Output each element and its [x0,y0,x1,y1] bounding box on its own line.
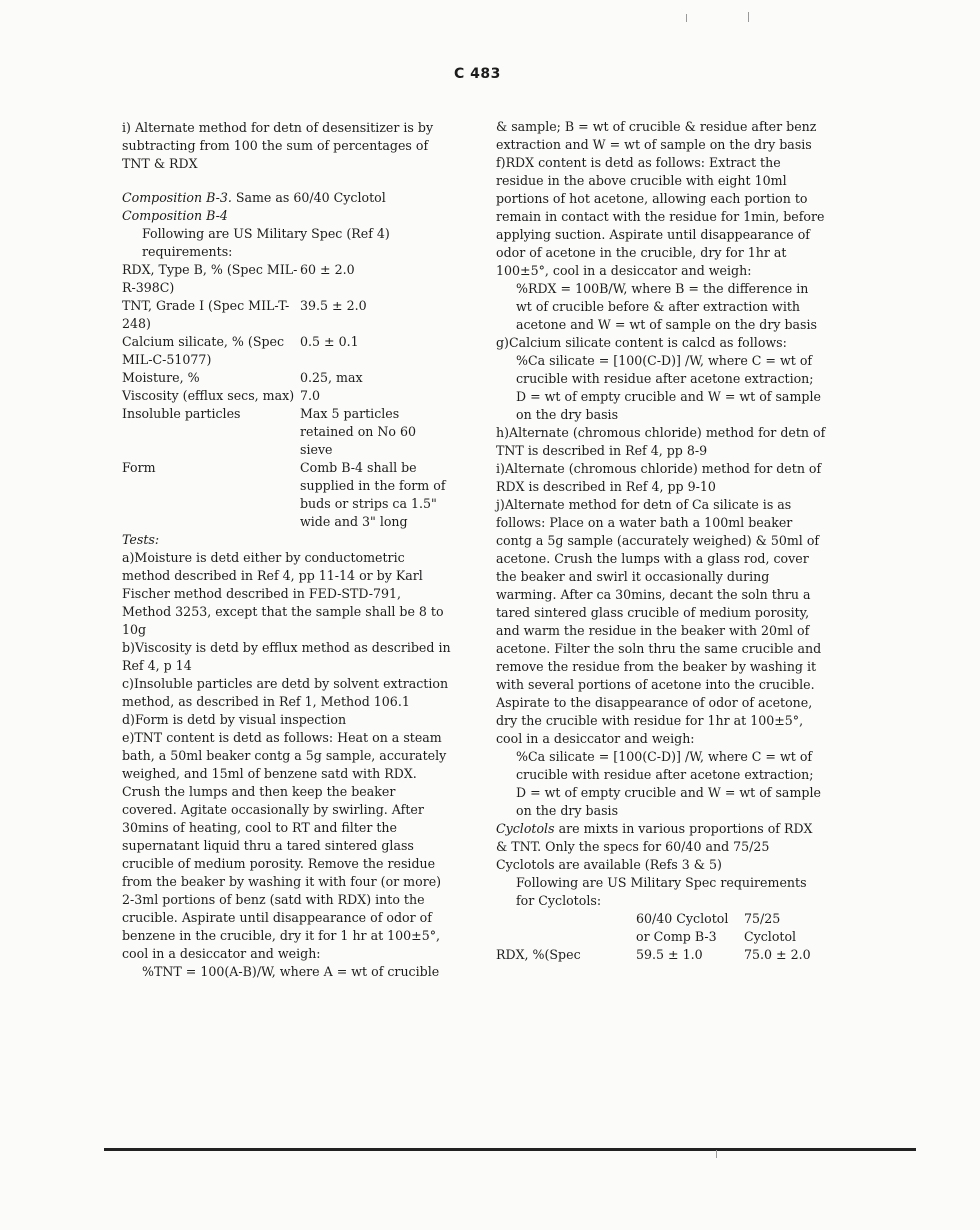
spec-value: 7.0 [300,388,321,403]
footer-rule [104,1148,916,1151]
test-e-continued: & sample; B = wt of crucible & residue after benz extraction and W = wt of sample on the dry basis [496,119,817,152]
composition-b3-label: Composition B-3. [122,190,232,205]
spec-row [122,261,452,297]
tests-heading [122,531,452,549]
formula-ca-silicate-alt: %Ca silicate = [100(C-D)] /W, where C = wt of crucible with residue after acetone extraction; D = wt of empty crucible and W = wt of sample on the dry basis [516,749,821,818]
test-j: j)Alternate method for detn of Ca silicate is as follows: Place on a water bath a 100ml beaker contg a 5g sample (accurately weighed) & 50ml of acetone. Crush the lumps with a glass rod, cover the beaker and swirl it occasionally during warming. After ca 30mins, decant the soln thru a tared sintered glass crucible of medium porosity, and warm the residue in the beaker with 20ml of acetone. Filter the soln thru the same crucible and remove the residue from the beaker by washing it with several portions of acetone into the crucible. Aspirate to the disappearance of odor of acetone, dry the crucible with residue for 1hr at 100±5°, cool in a desiccator and weigh: [496,497,822,746]
spec-name: RDX, Type B, % (Spec MIL-R-398C) [122,262,298,295]
cyclotol-spec-table [496,910,826,964]
formula-ca-silicate: %Ca silicate = [100(C-D)] /W, where C = wt of crucible with residue after acetone extraction; D = wt of empty crucible and W = wt of sample on the dry basis [516,353,821,422]
cyclotol-row-value-75-25: 75.0 ± 2.0 [744,947,811,962]
spec-value: 39.5 ± 2.0 [300,298,367,313]
composition-b3 [122,189,452,207]
cyclotol-header-row [496,910,826,946]
spec-row [122,387,452,405]
cyclotol-row-value-60-40: 59.5 ± 1.0 [636,947,703,962]
test-g: g)Calcium silicate content is calcd as follows: [496,335,787,350]
spec-name: Moisture, % [122,370,200,385]
cyclotol-col-60-40: 60/40 Cyclotol or Comp B-3 [636,911,729,944]
test-d: d)Form is detd by visual inspection [122,712,347,727]
scan-mark [686,14,687,22]
spec-value: 0.5 ± 0.1 [300,334,359,349]
spec-row [122,333,452,369]
test-b: b)Viscosity is detd by efflux method as described in Ref 4, p 14 [122,640,451,673]
spec-row [122,459,452,531]
scan-mark [748,12,749,22]
cyclotols-paragraph [496,820,826,874]
test-a: a)Moisture is detd either by conductometric method described in Ref 4, pp 11-14 or by Karl Fischer method described in FED-STD-791, Method 3253, except that the sample shall be 8 to 10g [122,550,444,637]
cyclotols-text: are mixts in various proportions of RDX & TNT. Only the specs for 60/40 and 75/25 Cyclotols are available (Refs 3 & 5) [496,821,813,872]
formula-tnt: %TNT = 100(A-B)/W, where A = wt of crucible [142,964,440,979]
left-column [122,119,452,981]
composition-b3-text: Same as 60/40 Cyclotol [235,190,386,205]
cyclotols-label: Cyclotols [496,821,555,836]
cyclotol-row-name: RDX, %(Spec [496,947,581,962]
composition-b4-label: Composition B-4 [122,208,228,223]
spec-name: Calcium silicate, % (Spec MIL-C-51077) [122,334,285,367]
formula-rdx: %RDX = 100B/W, where B = the difference in wt of crucible before & after extraction with acetone and W = wt of sample on the dry basis [516,281,818,332]
test-c: c)Insoluble particles are detd by solvent extraction method, as described in Ref 1, Method 106.1 [122,676,449,709]
spec-name: Insoluble particles [122,406,241,421]
cyclotols-intro: Following are US Military Spec requirements for Cyclotols: [516,875,807,908]
spec-value: Comb B-4 shall be supplied in the form of buds or strips ca 1.5" wide and 3" long [300,460,446,529]
spec-value: 0.25, max [300,370,363,385]
cyclotol-row [496,946,826,964]
spec-name: Viscosity (efflux secs, max) [122,388,295,403]
test-i: i)Alternate (chromous chloride) method for detn of RDX is described in Ref 4, pp 9-10 [496,461,822,494]
spec-row [122,369,452,387]
right-column [496,118,826,964]
spec-intro: Following are US Military Spec (Ref 4) requirements: [142,226,390,259]
cyclotol-col-75-25: 75/25 Cyclotol [744,911,797,944]
paragraph-alternate-method: i) Alternate method for detn of desensitizer is by subtracting from 100 the sum of percentages of TNT & RDX [122,120,434,171]
spec-value: 60 ± 2.0 [300,262,355,277]
spec-value: Max 5 particles retained on No 60 sieve [300,406,417,457]
page-number: C 483 [454,66,501,82]
spec-name: Form [122,460,156,475]
test-e: e)TNT content is detd as follows: Heat on a steam bath, a 50ml beaker contg a 5g sample, accurately weighed, and 15ml of benzene satd with RDX. Crush the lumps and then keep the beaker covered. Agitate occasionally by swirling. After 30mins of heating, cool to RT and filter the supernatant liquid thru a tared sintered glass crucible of medium porosity. Remove the residue from the beaker by washing it with four (or more) 2-3ml portions of benz (satd with RDX) into the crucible. Aspirate until disappearance of odor of benzene in the crucible, dry it for 1 hr at 100±5°, cool in a desiccator and weigh: [122,730,447,961]
test-f: f)RDX content is detd as follows: Extract the residue in the above crucible with eight 10ml portions of hot acetone, allowing each portion to remain in contact with the residue for 1min, before applying suction. Aspirate until disappearance of odor of acetone in the crucible, dry for 1hr at 100±5°, cool in a desiccator and weigh: [496,155,825,278]
tests-label: Tests: [122,532,160,547]
composition-b4-heading [122,207,452,225]
spec-row [122,297,452,333]
spec-table [122,261,452,531]
spec-name: TNT, Grade I (Spec MIL-T-248) [122,298,290,331]
test-h: h)Alternate (chromous chloride) method for detn of TNT is described in Ref 4, pp 8-9 [496,425,826,458]
scan-mark [716,1150,717,1158]
spec-row [122,405,452,459]
